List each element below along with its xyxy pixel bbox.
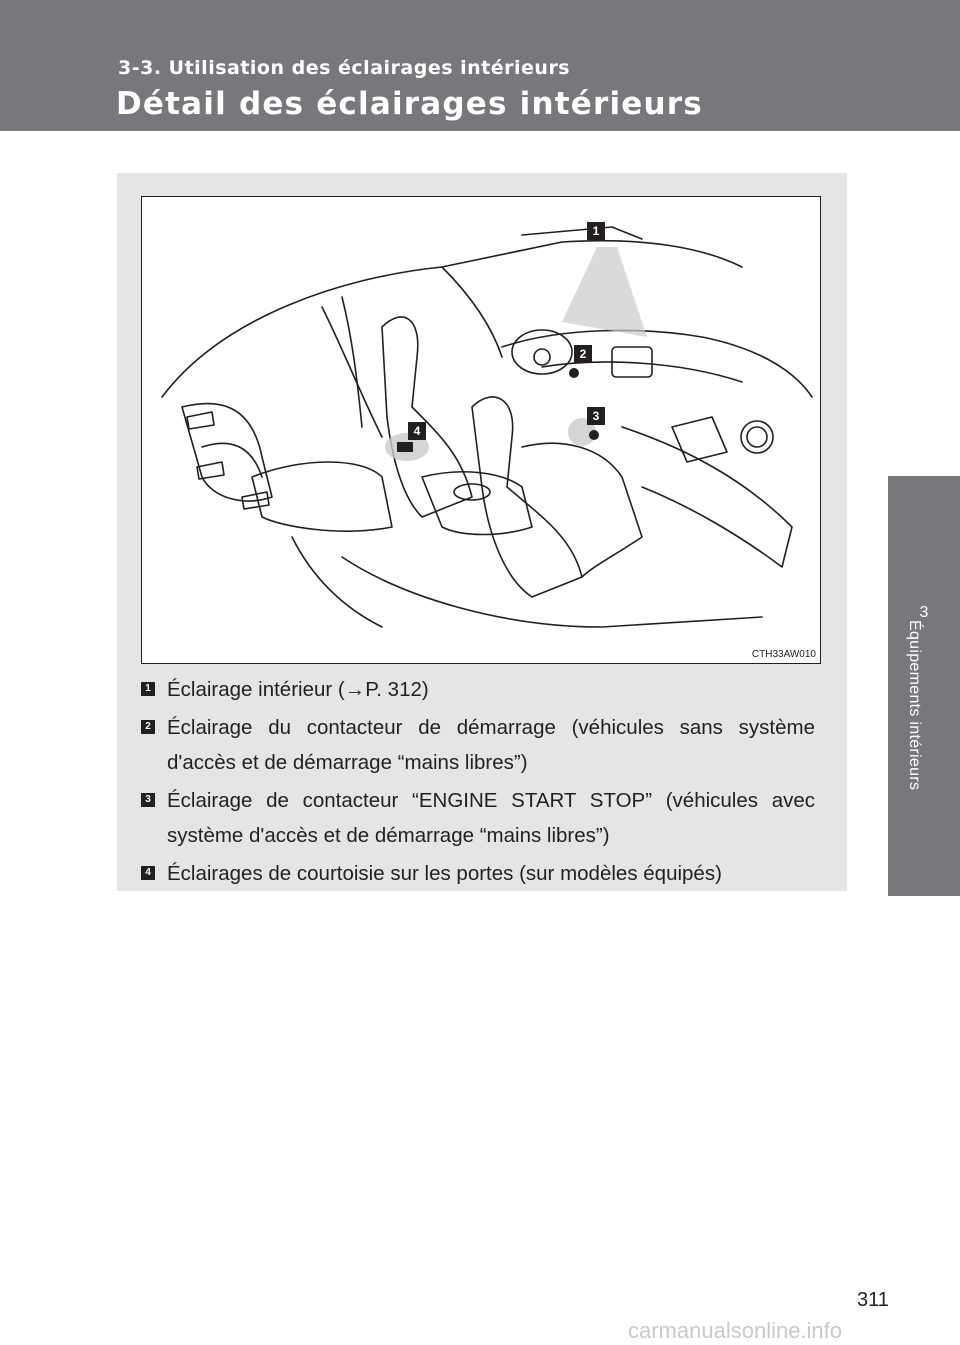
section-heading: 3-3. Utilisation des éclairages intérieurs xyxy=(118,57,571,79)
chapter-tab[interactable] xyxy=(888,476,960,896)
callout-3: 3 xyxy=(587,407,605,425)
page-title: Détail des éclairages intérieurs xyxy=(116,86,703,122)
legend-badge: 2 xyxy=(141,720,155,734)
legend-text: Éclairage intérieur (→P. 312) xyxy=(167,678,429,701)
legend-text: Éclairages de courtoisie sur les portes (sur modèles équipés) xyxy=(167,862,722,885)
legend-item xyxy=(139,783,815,853)
legend-badge: 3 xyxy=(141,793,155,807)
legend-list xyxy=(139,672,815,894)
watermark[interactable]: carmanualsonline.info xyxy=(628,1318,843,1343)
figure-code: CTH33AW010 xyxy=(751,649,816,660)
car-interior-drawing xyxy=(142,197,820,663)
legend-item xyxy=(139,710,815,780)
callout-1: 1 xyxy=(587,222,605,240)
legend-badge: 4 xyxy=(141,866,155,880)
callout-2: 2 xyxy=(574,345,592,363)
legend-text: Éclairage de contacteur “ENGINE START STOP” (véhicules avec système d'accès et de démarrage “mains libres”) xyxy=(167,789,815,847)
car-interior-illustration xyxy=(141,196,821,664)
legend-badge: 1 xyxy=(141,682,155,696)
callout-4: 4 xyxy=(408,422,426,440)
chapter-label: Équipements intérieurs xyxy=(906,620,923,791)
legend-item xyxy=(139,672,815,707)
page-number: 311 xyxy=(857,1289,889,1311)
legend-text: Éclairage du contacteur de démarrage (véhicules sans système d'accès et de démarrage “mains libres”) xyxy=(167,716,815,774)
page-header xyxy=(0,0,960,131)
legend-item xyxy=(139,856,815,891)
chapter-number: 3 xyxy=(919,604,929,621)
